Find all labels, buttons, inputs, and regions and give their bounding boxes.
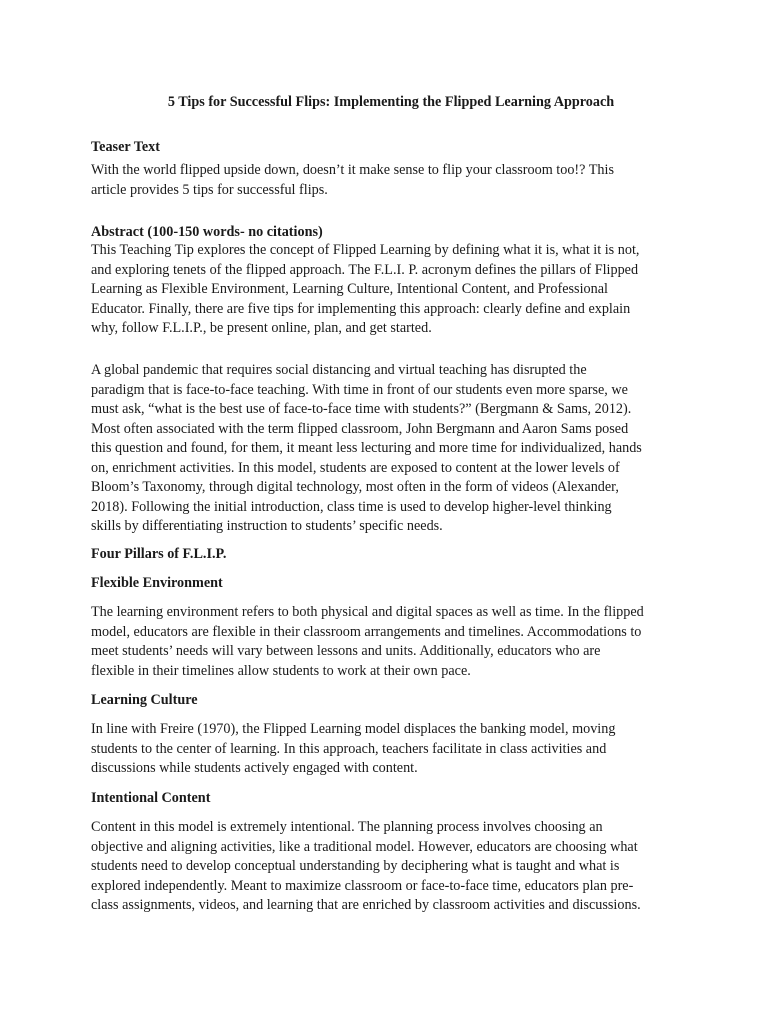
teaser-paragraph: With the world flipped upside down, doesn’t it make sense to flip your classroom too!? This article provides 5 tips for successful flips. <box>91 162 614 198</box>
learning-culture-heading: Learning Culture <box>91 692 198 708</box>
learning-culture-paragraph: In line with Freire (1970), the Flipped Learning model displaces the banking model, moving students to the center of learning. In this approach, teachers facilitate in class activities and discussions while students actively engaged with content. <box>91 721 616 776</box>
flexible-environment-heading: Flexible Environment <box>91 575 223 591</box>
intentional-content-heading: Intentional Content <box>91 790 211 806</box>
abstract-heading: Abstract (100-150 words- no citations) <box>91 224 323 240</box>
teaser-heading: Teaser Text <box>91 139 160 155</box>
abstract-paragraph: This Teaching Tip explores the concept of Flipped Learning by defining what it is, what it is not, and exploring tenets of the flipped approach. The F.L.I. P. acronym defines the pillars of Flipped Learning as Flexible Environment, Learning Culture, Intentional Content, and Professional Educator. Finally, there are five tips for implementing this approach: clearly define and explain why, follow F.L.I.P., be present online, plan, and get started. <box>91 242 640 336</box>
intro-paragraph: A global pandemic that requires social distancing and virtual teaching has disrupted the paradigm that is face-to-face teaching. With time in front of our students even more sparse, we must ask, “what is the best use of face-to-face time with students?” (Bergmann & Sams, 2012). Most often associated with the term flipped classroom, John Bergmann and Aaron Sams posed this question and found, for them, it meant less lecturing and more time for individualized, hands on, enrichment activities. In this model, students are exposed to content at the lower levels of Bloom’s Taxonomy, through digital technology, most often in the form of videos (Alexander, 2018). Following the initial introduction, class time is used to develop higher-level thinking skills by differentiating instruction to students’ specific needs. <box>91 362 642 534</box>
flexible-environment-paragraph: The learning environment refers to both physical and digital spaces as well as time. In the flipped model, educators are flexible in their classroom arrangements and timelines. Accommodations to meet students’ needs will vary between lessons and units. Additionally, educators who are flexible in their timelines allow students to work at their own pace. <box>91 604 644 679</box>
document-title: 5 Tips for Successful Flips: Implementing the Flipped Learning Approach <box>167 94 615 110</box>
pillars-heading: Four Pillars of F.L.I.P. <box>91 546 227 562</box>
intentional-content-paragraph: Content in this model is extremely intentional. The planning process involves choosing an objective and aligning activities, like a traditional model. However, educators are choosing what students need to develop conceptual understanding by deciphering what is taught and what is explored independently. Meant to maximize classroom or face-to-face time, educators plan pre- class assignments, videos, and learning that are enriched by classroom activities and discussions. <box>91 819 641 913</box>
